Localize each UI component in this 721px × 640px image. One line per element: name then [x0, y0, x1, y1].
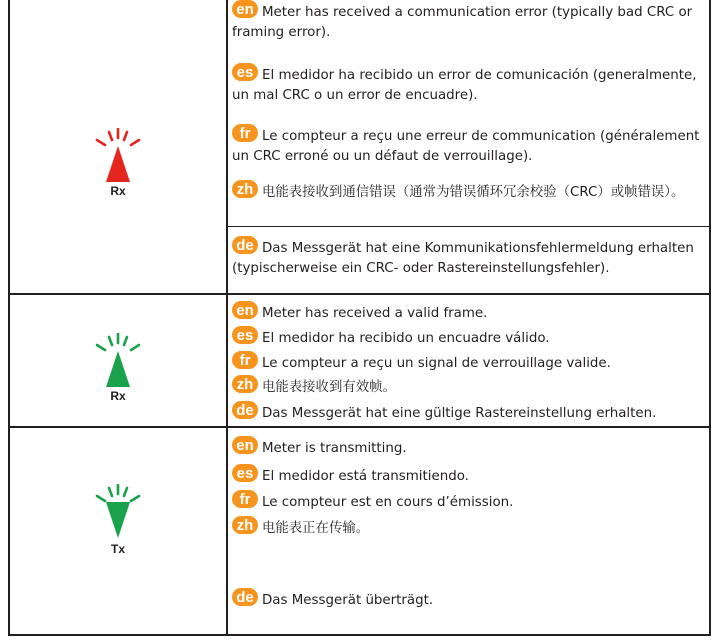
fr-badge-icon: [232, 490, 258, 508]
es-badge-icon: [232, 464, 258, 482]
green-rx-led-icon: [93, 333, 143, 389]
entry-en: [232, 436, 703, 459]
svg-text:en: en: [236, 437, 254, 454]
entry-fr: [232, 124, 703, 167]
table-row-rx-valid: [10, 293, 709, 426]
svg-text:zh: zh: [236, 376, 254, 393]
zh-badge-icon: [232, 180, 258, 198]
entry-text: Das Messgerät hat eine Kommunikationsfehlermeldung erhalten (typischerweise ein CRC- oder Rastereinstellungsfehler).: [232, 241, 694, 276]
entry-text: Le compteur a reçu une erreur de communication (généralement un CRC erroné ou un défaut de verrouillage).: [232, 129, 700, 164]
en-badge-icon: [232, 0, 258, 18]
entry-text: 电能表接收到有效帧。: [262, 380, 396, 395]
zh-badge-icon: [232, 516, 258, 534]
svg-text:fr: fr: [239, 491, 251, 508]
red-rx-led-icon: [93, 128, 143, 184]
entry-text: Das Messgerät überträgt.: [262, 593, 434, 608]
entry-text: El medidor ha recibido un error de comunicación (generalmente, un mal CRC o un error de encuadre).: [232, 68, 697, 103]
svg-text:de: de: [236, 589, 254, 606]
svg-text:es: es: [236, 465, 254, 482]
entry-en: [232, 301, 703, 324]
en-badge-icon: [232, 301, 258, 319]
svg-text:en: en: [236, 302, 254, 319]
entry-text: Meter is transmitting.: [262, 441, 407, 456]
description-cell: [228, 428, 709, 634]
svg-text:es: es: [236, 64, 254, 81]
fr-badge-icon: [232, 351, 258, 369]
led-label: Rx: [110, 389, 126, 403]
es-badge-icon: [232, 326, 258, 344]
svg-text:en: en: [236, 1, 254, 18]
svg-text:zh: zh: [236, 517, 254, 534]
svg-text:fr: fr: [239, 125, 251, 142]
entry-text: 电能表正在传输。: [262, 521, 370, 536]
led-label: Rx: [110, 184, 126, 198]
entry-text: El medidor está transmitiendo.: [262, 469, 469, 484]
svg-text:es: es: [236, 327, 254, 344]
entry-de: [232, 236, 703, 279]
entry-fr: [232, 490, 703, 513]
entry-de: [232, 588, 703, 611]
divider: [228, 226, 709, 227]
table-row-tx: [10, 426, 709, 634]
svg-text:de: de: [236, 237, 254, 254]
entry-zh: [232, 375, 703, 398]
led-cell: [10, 0, 228, 293]
es-badge-icon: [232, 63, 258, 81]
svg-text:de: de: [236, 402, 254, 419]
entry-fr: [232, 351, 703, 374]
de-badge-icon: [232, 588, 258, 606]
entry-en: [232, 0, 703, 43]
entry-es: [232, 63, 703, 106]
led-label: Tx: [110, 542, 125, 556]
entry-es: [232, 464, 703, 487]
status-led-table: [8, 0, 711, 636]
entry-text: 电能表接收到通信错误（通常为错误循环冗余校验（CRC）或帧错误）。: [262, 185, 685, 200]
entry-de: [232, 401, 703, 424]
entry-text: Das Messgerät hat eine gültige Rastereinstellung erhalten.: [262, 406, 657, 421]
de-badge-icon: [232, 401, 258, 419]
en-badge-icon: [232, 436, 258, 454]
led-cell: [10, 428, 228, 634]
entry-es: [232, 326, 703, 349]
led-cell: [10, 295, 228, 426]
description-cell: [228, 295, 709, 426]
entry-text: Le compteur a reçu un signal de verrouillage valide.: [262, 356, 611, 371]
description-cell: [228, 0, 709, 293]
entry-zh: [232, 516, 703, 539]
table-row-rx-error: [10, 0, 709, 293]
de-badge-icon: [232, 236, 258, 254]
green-tx-led-icon: [93, 484, 143, 540]
entry-text: Le compteur est en cours d’émission.: [262, 495, 514, 510]
fr-badge-icon: [232, 124, 258, 142]
svg-text:zh: zh: [236, 181, 254, 198]
entry-text: Meter has received a valid frame.: [262, 306, 488, 321]
zh-badge-icon: [232, 375, 258, 393]
entry-text: El medidor ha recibido un encuadre válido.: [262, 331, 550, 346]
entry-text: Meter has received a communication error (typically bad CRC or framing error).: [232, 5, 693, 40]
svg-text:fr: fr: [239, 352, 251, 369]
entry-zh: [232, 180, 703, 203]
